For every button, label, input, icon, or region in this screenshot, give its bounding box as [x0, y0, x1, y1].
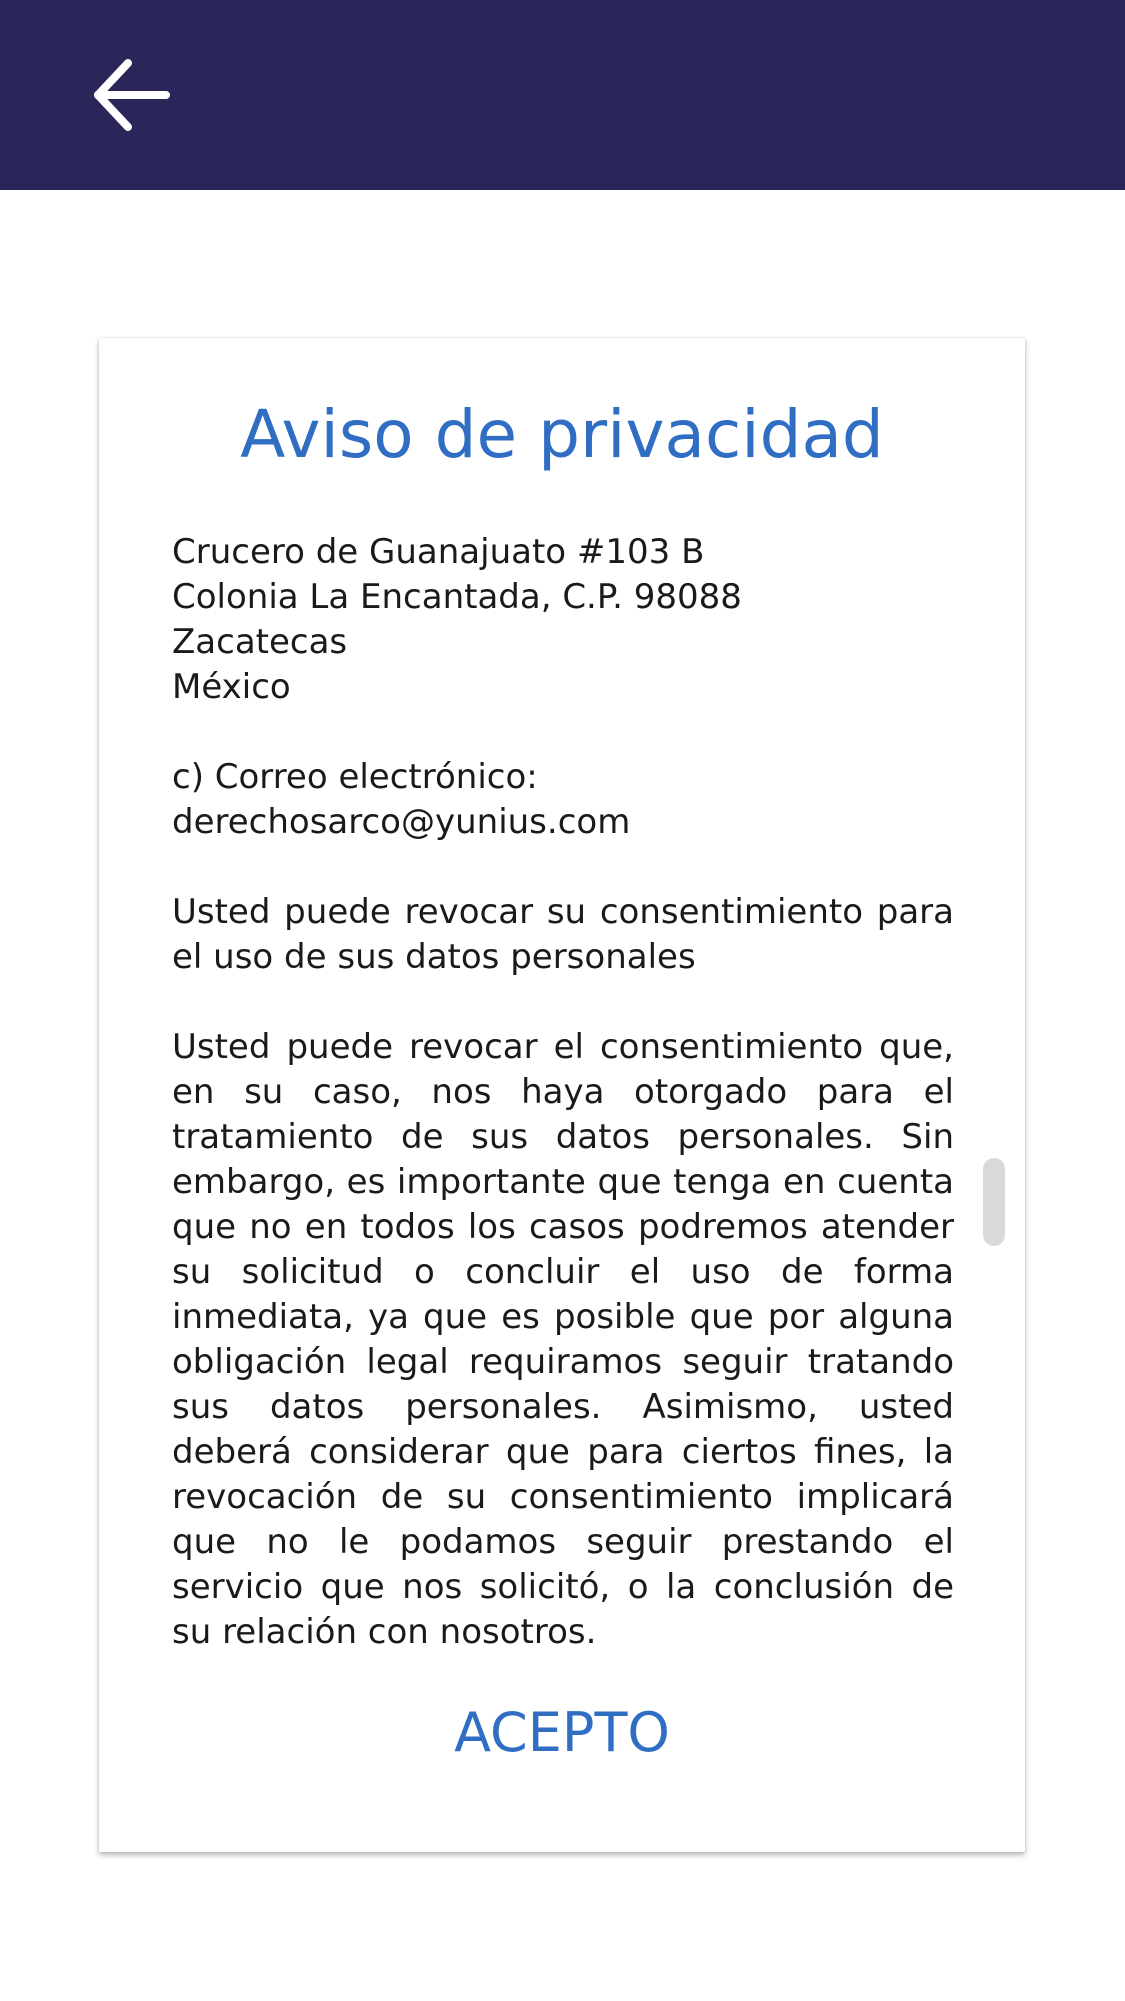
arrow-left-icon	[88, 53, 172, 137]
address-line: México	[172, 667, 291, 707]
scrollbar-thumb[interactable]	[983, 1158, 1005, 1246]
back-button[interactable]	[80, 45, 180, 145]
email-block	[172, 755, 954, 845]
dialog-title: Aviso de privacidad	[240, 396, 884, 473]
address-line: Crucero de Guanajuato #103 B	[172, 532, 705, 572]
privacy-dialog	[99, 338, 1025, 1852]
address-line: Zacatecas	[172, 622, 348, 662]
app-bar	[0, 0, 1125, 190]
revoke-heading: Usted puede revocar su consentimiento para el uso de sus datos personales	[172, 892, 954, 977]
revoke-body: Usted puede revocar el consentimiento que, en su caso, nos haya otorgado para el tratamiento de sus datos personales. Sin embargo, es importante que tenga en cuenta que no en todos los casos podremos atender su solicitud o concluir el uso de forma inmediata, ya que es posible que por alguna obligación legal requiramos seguir tratando sus datos personales. Asimismo, usted deberá considerar que para ciertos fines, la revocación de su consentimiento implicará que no le podamos seguir prestando el servicio que nos solicitó, o la conclusión de su relación con nosotros.	[172, 1027, 954, 1652]
privacy-text-scroll-area[interactable]	[172, 530, 954, 1652]
accept-button[interactable]: ACEPTO	[99, 1698, 1025, 1768]
email-label: c) Correo electrónico:	[172, 757, 538, 797]
address-block	[172, 530, 954, 710]
email-address: derechosarco@yunius.com	[172, 802, 631, 842]
address-line: Colonia La Encantada, C.P. 98088	[172, 577, 742, 617]
